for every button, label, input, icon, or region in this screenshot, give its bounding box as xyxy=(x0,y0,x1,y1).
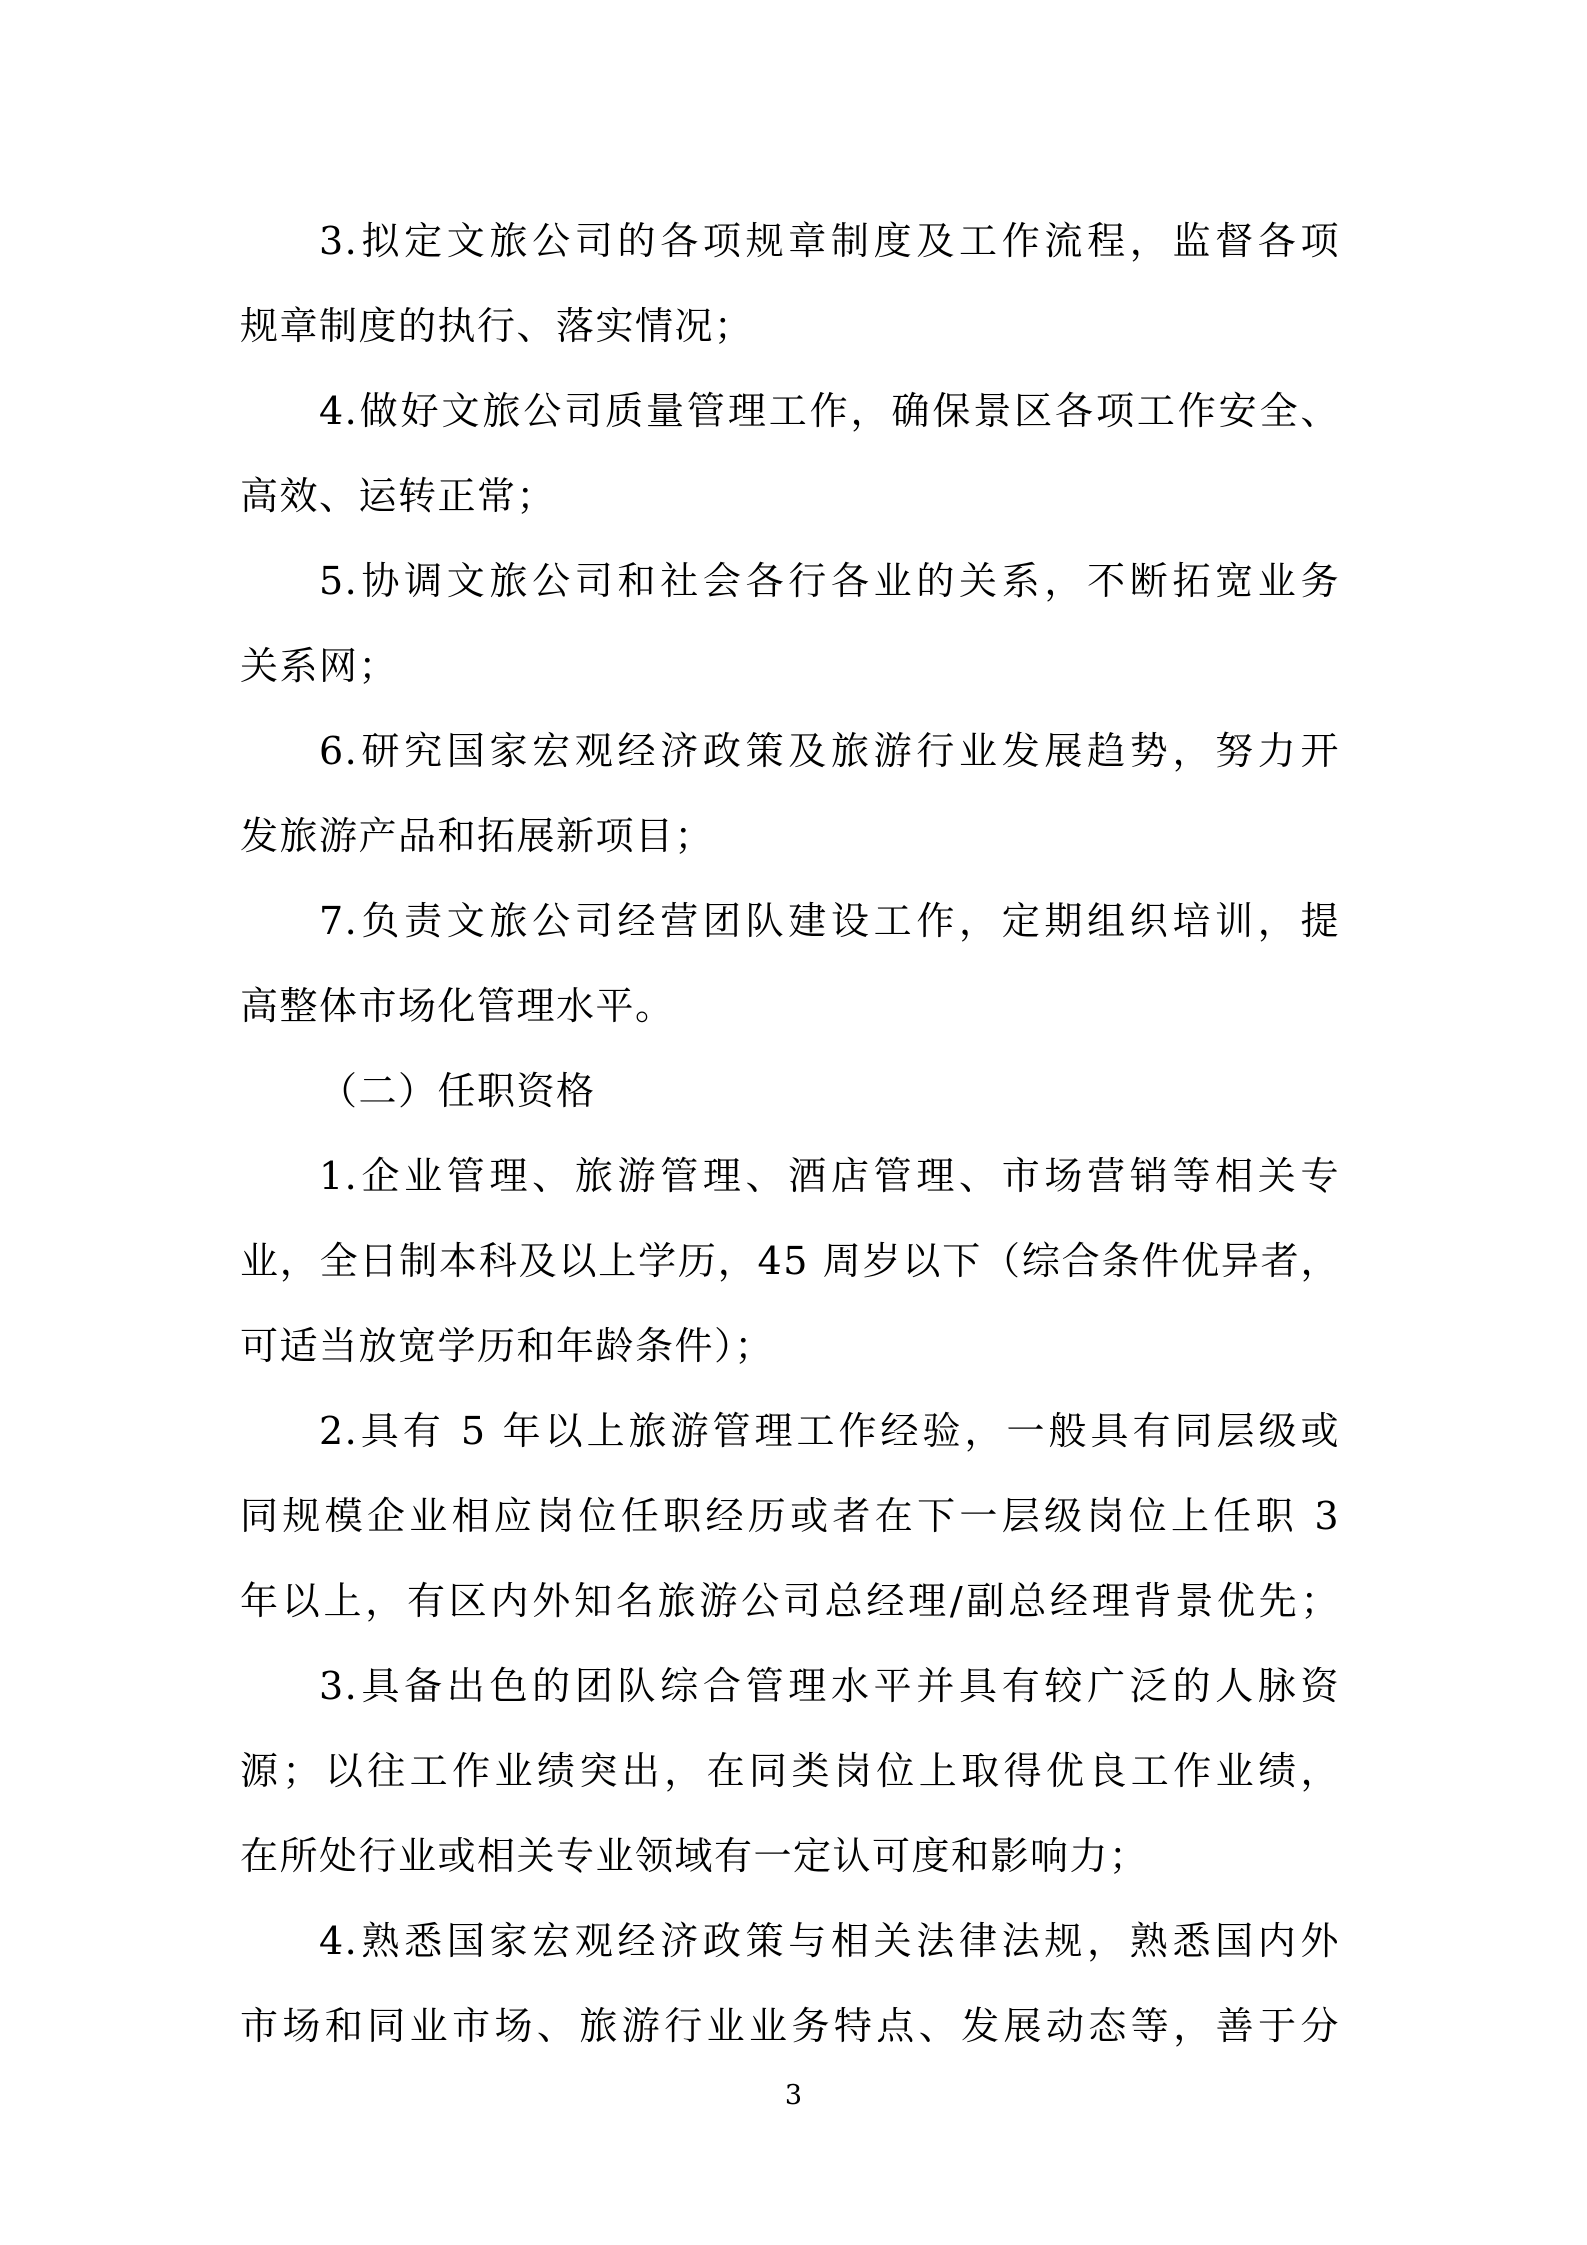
page-number: 3 xyxy=(784,2080,803,2111)
document-line: 1.企业管理、旅游管理、酒店管理、市场营销等相关专 xyxy=(319,1154,1340,1198)
document-line: 5.协调文旅公司和社会各行各业的关系，不断拓宽业务 xyxy=(319,559,1340,603)
document-line: 3.具备出色的团队综合管理水平并具有较广泛的人脉资 xyxy=(319,1664,1340,1708)
document-line: 关系网； xyxy=(240,644,399,688)
document-line: 高效、运转正常； xyxy=(240,474,557,518)
document-line: 4.做好文旅公司质量管理工作，确保景区各项工作安全、 xyxy=(319,389,1340,433)
document-line: 2.具有 5 年以上旅游管理工作经验，一般具有同层级或 xyxy=(319,1409,1340,1453)
document-line: 6.研究国家宏观经济政策及旅游行业发展趋势，努力开 xyxy=(319,729,1340,773)
document-line: 在所处行业或相关专业领域有一定认可度和影响力； xyxy=(240,1834,1149,1878)
section-heading: （二）任职资格 xyxy=(319,1069,596,1113)
document-line: 4.熟悉国家宏观经济政策与相关法律法规，熟悉国内外 xyxy=(319,1919,1340,1963)
document-line: 同规模企业相应岗位任职经历或者在下一层级岗位上任职 3 xyxy=(240,1494,1340,1538)
document-line: 年以上，有区内外知名旅游公司总经理/副总经理背景优先； xyxy=(240,1579,1340,1623)
document-line: 业，全日制本科及以上学历，45 周岁以下（综合条件优异者， xyxy=(240,1239,1340,1283)
document-line: 市场和同业市场、旅游行业业务特点、发展动态等，善于分 xyxy=(240,2004,1340,2048)
document-line: 可适当放宽学历和年龄条件）； xyxy=(240,1324,775,1368)
document-line: 7.负责文旅公司经营团队建设工作，定期组织培训，提 xyxy=(319,899,1340,943)
document-line: 规章制度的执行、落实情况； xyxy=(240,304,754,348)
document-line: 3.拟定文旅公司的各项规章制度及工作流程，监督各项 xyxy=(319,219,1340,263)
document-line: 源；以往工作业绩突出，在同类岗位上取得优良工作业绩， xyxy=(240,1749,1340,1793)
document-body xyxy=(240,199,1340,2069)
document-line: 发旅游产品和拓展新项目； xyxy=(240,814,715,858)
document-line: 高整体市场化管理水平。 xyxy=(240,984,675,1028)
